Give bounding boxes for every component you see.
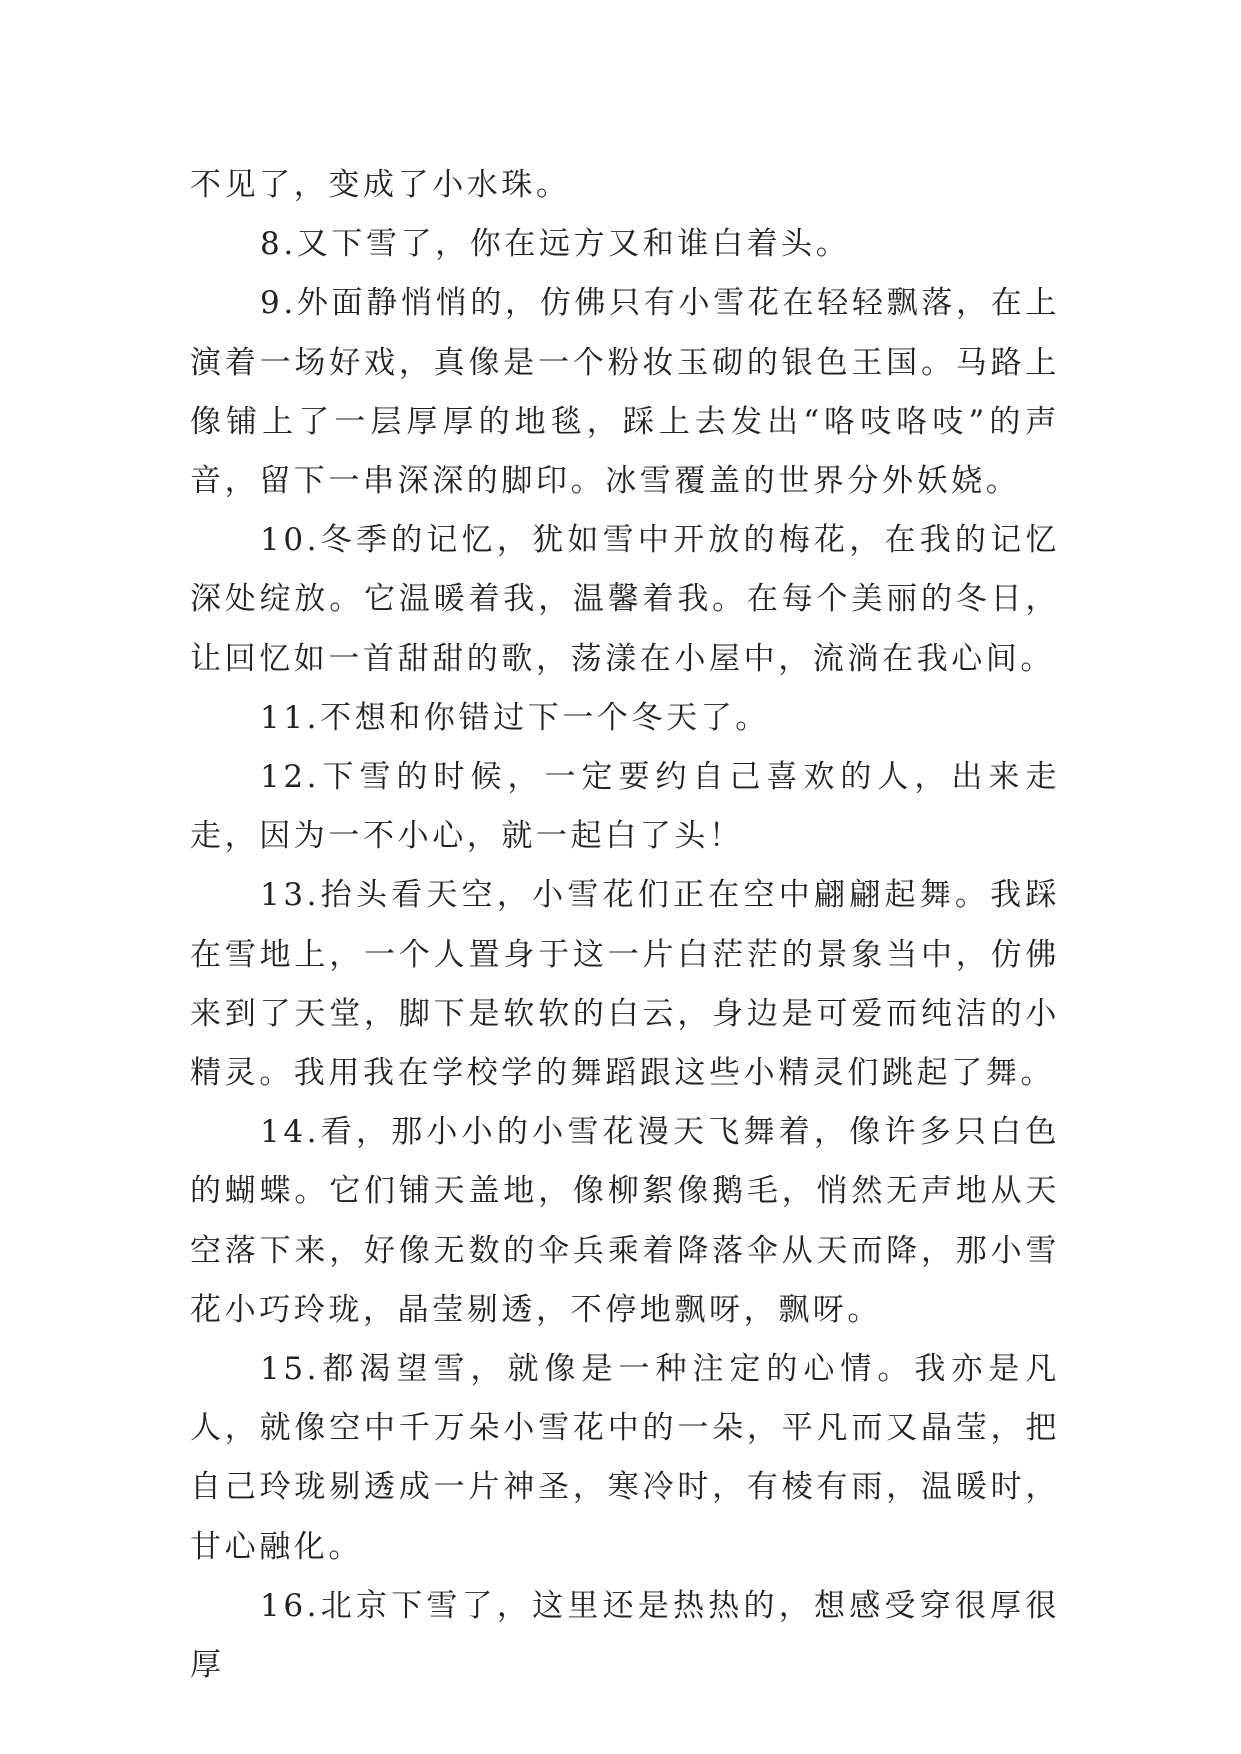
paragraph-item-11: 11.不想和你错过下一个冬天了。 [260, 699, 770, 736]
paragraph-item-8: 8.又下雪了，你在远方又和谁白着头。 [260, 226, 851, 263]
paragraph-item-10: 10.冬季的记忆，犹如雪中开放的梅花，在我的记忆深处绽放。它温暖着我，温馨着我。在每个美丽的冬日，让回忆如一首甜甜的歌，荡漾在小屋中，流淌在我心间。 [190, 522, 1060, 677]
paragraph-item-9: 9.外面静悄悄的，仿佛只有小雪花在轻轻飘落，在上演着一场好戏，真像是一个粉妆玉砌的银色王国。马路上像铺上了一层厚厚的地毯，踩上去发出“咯吱咯吱”的声音，留下一串深深的脚印。冰雪覆盖的世界分外妖娆。 [190, 285, 1060, 500]
paragraph-item-12: 12.下雪的时候，一定要约自己喜欢的人，出来走走，因为一不小心，就一起白了头！ [190, 759, 1060, 855]
paragraph-item-16: 16.北京下雪了，这里还是热热的，想感受穿很厚很厚 [190, 1587, 1060, 1684]
paragraph-item-14: 14.看，那小小的小雪花漫天飞舞着，像许多只白色的蝴蝶。它们铺天盖地，像柳絮像鹅毛，悄然无声地从天空落下来，好像无数的伞兵乘着降落伞从天而降，那小雪花小巧玲珑，晶莹剔透，不停地飘呀，飘呀。 [190, 1114, 1060, 1328]
document-body [190, 156, 1060, 1695]
paragraph-continuation: 不见了，变成了小水珠。 [190, 167, 571, 203]
paragraph-item-13: 13.抬头看天空，小雪花们正在空中翩翩起舞。我踩在雪地上，一个人置身于这一片白茫茫的景象当中，仿佛来到了天堂，脚下是软软的白云，身边是可爱而纯洁的小精灵。我用我在学校学的舞蹈跟这些小精灵们跳起了舞。 [190, 877, 1060, 1092]
paragraph-item-15: 15.都渴望雪，就像是一种注定的心情。我亦是凡人，就像空中千万朵小雪花中的一朵，平凡而又晶莹，把自己玲珑剔透成一片神圣，寒冷时，有棱有雨，温暖时，甘心融化。 [190, 1351, 1060, 1565]
